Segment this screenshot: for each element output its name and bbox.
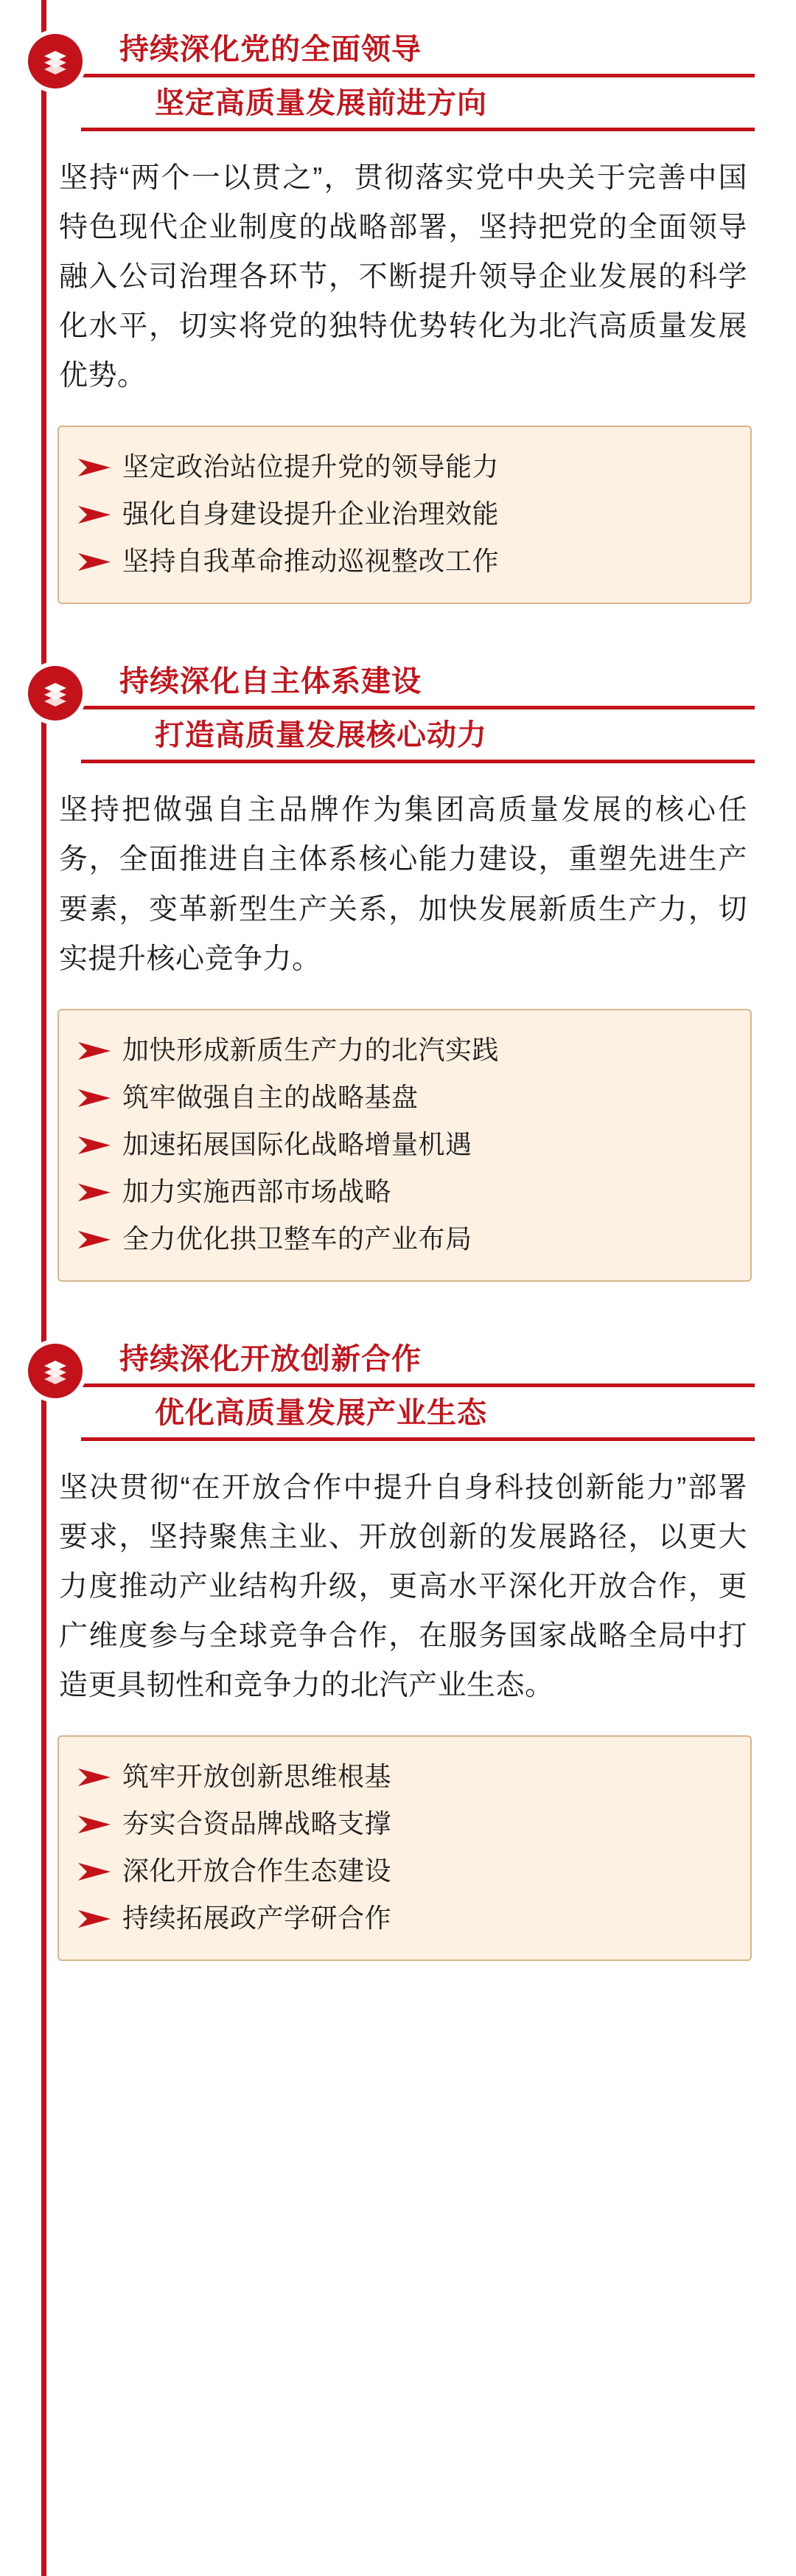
arrow-right-icon [78, 1766, 111, 1788]
section-3-title-line-2: 优化高质量发展产业生态 [81, 1393, 755, 1441]
list-item-label: 坚持自我革命推动巡视整改工作 [122, 546, 500, 577]
section-3-paragraph: 坚决贯彻“在开放合作中提升自身科技创新能力”部署要求，坚持聚焦主业、开放创新的发展路径，以更大力度推动产业结构升级，更高水平深化开放合作，更广维度参与全球竞争合作，在服务国家战略全局中打造更具韧性和竞争力的北汽产业生态。 [59, 1471, 747, 1702]
list-item-label: 加快形成新质生产力的北汽实践 [122, 1034, 500, 1065]
list-item [78, 538, 731, 585]
list-item-label: 加力实施西部市场战略 [122, 1176, 392, 1207]
section-2-heading [41, 662, 755, 763]
list-item [78, 1847, 731, 1895]
arrow-right-icon [78, 551, 111, 573]
list-item [78, 1074, 731, 1121]
arrow-right-icon [78, 1181, 111, 1204]
list-item [78, 1027, 731, 1074]
list-item [78, 490, 731, 538]
layers-badge-icon [28, 34, 83, 88]
section-3-title-line-1: 持续深化开放创新合作 [81, 1339, 755, 1387]
section-2-paragraph: 坚持把做强自主品牌作为集团高质量发展的核心任务，全面推进自主体系核心能力建设，重塑先进生产要素，变革新型生产关系，加快发展新质生产力，切实提升核心竞争力。 [59, 794, 747, 975]
arrow-right-icon [78, 456, 111, 479]
section-1-heading [41, 29, 755, 131]
section-1-bullet-card [57, 426, 752, 604]
list-item-label: 加速拓展国际化战略增量机遇 [122, 1128, 472, 1159]
list-item [78, 1753, 731, 1800]
layers-badge-icon [28, 666, 83, 721]
list-item-label: 持续拓展政产学研合作 [122, 1903, 392, 1934]
section-2-title-line-2: 打造高质量发展核心动力 [81, 715, 755, 763]
section-1-title-line-1: 持续深化党的全面领导 [81, 29, 755, 77]
arrow-right-icon [78, 1134, 111, 1156]
arrow-right-icon [78, 504, 111, 526]
arrow-right-icon [78, 1908, 111, 1930]
arrow-right-icon [78, 1229, 111, 1251]
list-item-label: 坚定政治站位提升党的领导能力 [122, 451, 500, 482]
list-item-label: 筑牢做强自主的战略基盘 [122, 1081, 419, 1112]
list-item-label: 全力优化拱卫整车的产业布局 [122, 1223, 472, 1254]
arrow-right-icon [78, 1813, 111, 1836]
arrow-right-icon [78, 1040, 111, 1062]
list-item [78, 1895, 731, 1942]
list-item [78, 1800, 731, 1847]
list-item [78, 1168, 731, 1215]
arrow-right-icon [78, 1861, 111, 1883]
list-item-label: 夯实合资品牌战略支撑 [122, 1808, 392, 1839]
section-3 [41, 1339, 755, 1961]
section-3-bullet-card [57, 1735, 752, 1961]
section-1-paragraph: 坚持“两个一以贯之”，贯彻落实党中央关于完善中国特色现代企业制度的战略部署，坚持把党的全面领导融入公司治理各环节，不断提升领导企业发展的科学化水平，切实将党的独特优势转化为北汽高质量发展优势。 [59, 162, 747, 392]
list-item [78, 1121, 731, 1168]
section-3-heading [41, 1339, 755, 1441]
list-item-label: 强化自身建设提升企业治理效能 [122, 499, 500, 530]
list-item-label: 筑牢开放创新思维根基 [122, 1761, 392, 1792]
section-1 [41, 29, 755, 604]
list-item [78, 1215, 731, 1263]
list-item [78, 443, 731, 490]
section-2 [41, 662, 755, 1281]
section-2-bullet-card [57, 1009, 752, 1282]
arrow-right-icon [78, 1087, 111, 1109]
section-2-title-line-1: 持续深化自主体系建设 [81, 662, 755, 709]
layers-badge-icon [28, 1344, 83, 1398]
section-1-title-line-2: 坚定高质量发展前进方向 [81, 83, 755, 131]
list-item-label: 深化开放合作生态建设 [122, 1855, 392, 1886]
